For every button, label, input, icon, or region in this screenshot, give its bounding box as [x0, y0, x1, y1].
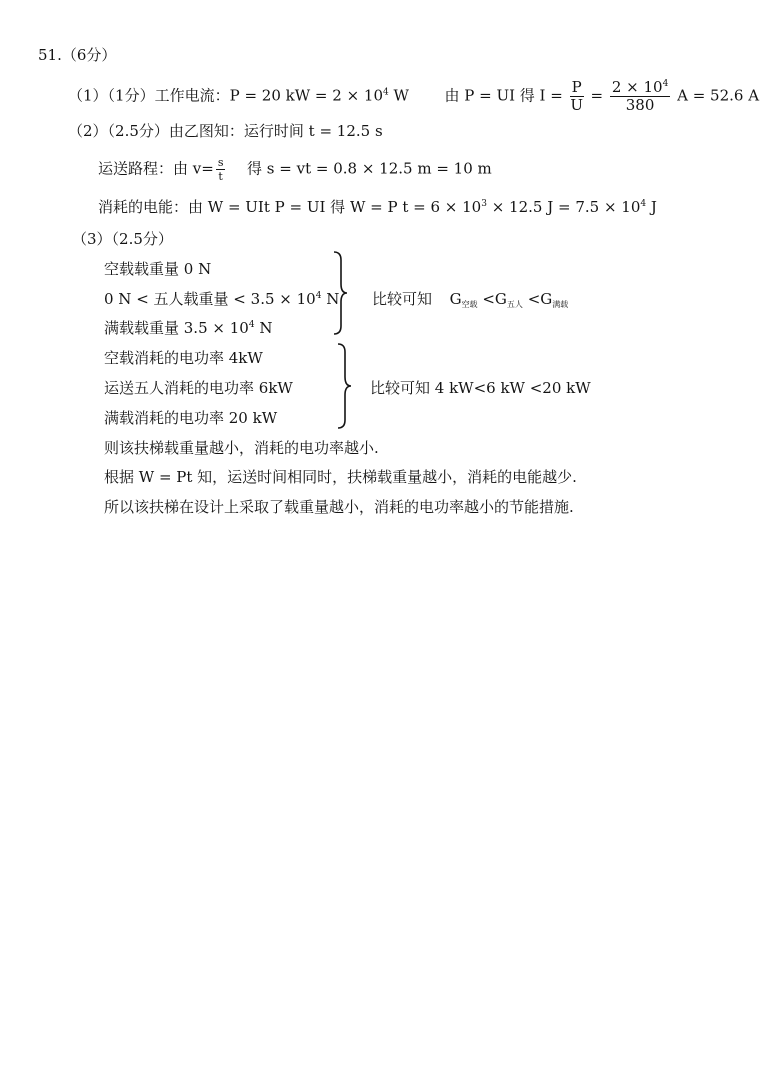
group1-line3: 满载载重量 $3.5 \times 10^4$ N [104, 319, 273, 337]
part2-header: （2）（2.5分）由乙图知：运行时间 t = 12.5 s [68, 122, 383, 140]
part1-exponent: 4 [383, 87, 389, 98]
question-number: 51.（6分） [38, 46, 117, 64]
fraction-denominator: U [570, 96, 583, 114]
energy-mid: × 12.5 J = 7.5 × 10 [486, 198, 641, 216]
group1-compare-label: 比较可知 [372, 290, 433, 308]
part1-prefix: （1）（1分）工作电流：P = 20 kW = 2 × 10 [68, 86, 383, 105]
part1-line [68, 80, 759, 113]
part3-header: （3）（2.5分） [72, 230, 173, 248]
subscript-empty-load: 空载 [461, 300, 478, 309]
route-prefix: 运送路程：由 v= [98, 159, 214, 178]
fraction-p-over-u [570, 80, 584, 113]
part2-route-line [98, 157, 492, 182]
conclusion-2: 根据 W = Pt 知，运送时间相同时，扶梯载重量越小，消耗的电能越少. [104, 468, 577, 486]
group2-line1: 空载消耗的电功率 4kW [104, 349, 263, 367]
right-brace-group2 [336, 342, 352, 430]
fraction-numerator: P [571, 78, 582, 96]
group1-line2-exponent: 4 [315, 291, 322, 301]
fraction-value [610, 80, 670, 113]
fraction-denominator: 380 [625, 96, 655, 114]
subscript-full-load: 满载 [552, 300, 569, 309]
group1-compare: 比较可知 $G_{空载} <G_{五人} <G_{满载}$ [372, 290, 569, 309]
subscript-five-people: 五人 [506, 300, 523, 309]
conclusion-3: 所以该扶梯在设计上采取了载重量越小，消耗的电功率越小的节能措施. [104, 498, 574, 516]
part1-result: A = 52.6 A [677, 86, 760, 105]
right-brace-group1 [332, 250, 348, 336]
fraction-numerator: $2 \times 10^4$ [611, 78, 669, 96]
group1-line1: 空载载重量 0 N [104, 260, 212, 278]
energy-exponent-1: 3 [481, 199, 487, 209]
equals-sign: = [590, 86, 604, 105]
group2-compare: 比较可知 4 kW<6 kW <20 kW [370, 379, 591, 397]
group1-line2: 0 N < 五人载重量 < $3.5 \times 10^4$ N [104, 290, 340, 308]
group2-line2: 运送五人消耗的电功率 6kW [104, 379, 293, 397]
route-result: 得 s = vt = 0.8 × 12.5 m = 10 m [247, 159, 492, 178]
part2-energy-line [98, 197, 657, 217]
part1-unit: W [388, 86, 409, 105]
fraction-denominator: t [218, 170, 223, 183]
fraction-numerator: s [217, 156, 224, 169]
group1-line3-exponent: 4 [248, 320, 255, 330]
part1-formula-intro: 由 P = UI 得 I = [444, 86, 563, 105]
energy-exponent-2: 4 [640, 199, 647, 209]
group2-line3: 满载消耗的电功率 20 kW [104, 409, 278, 427]
energy-prefix: 消耗的电能：由 W = UIt P = UI 得 W = P t = 6 × 10 [98, 198, 482, 216]
fraction-s-over-t [216, 157, 226, 182]
energy-suffix: J [646, 198, 657, 216]
conclusion-1: 则该扶梯载重量越小，消耗的电功率越小. [104, 439, 379, 457]
